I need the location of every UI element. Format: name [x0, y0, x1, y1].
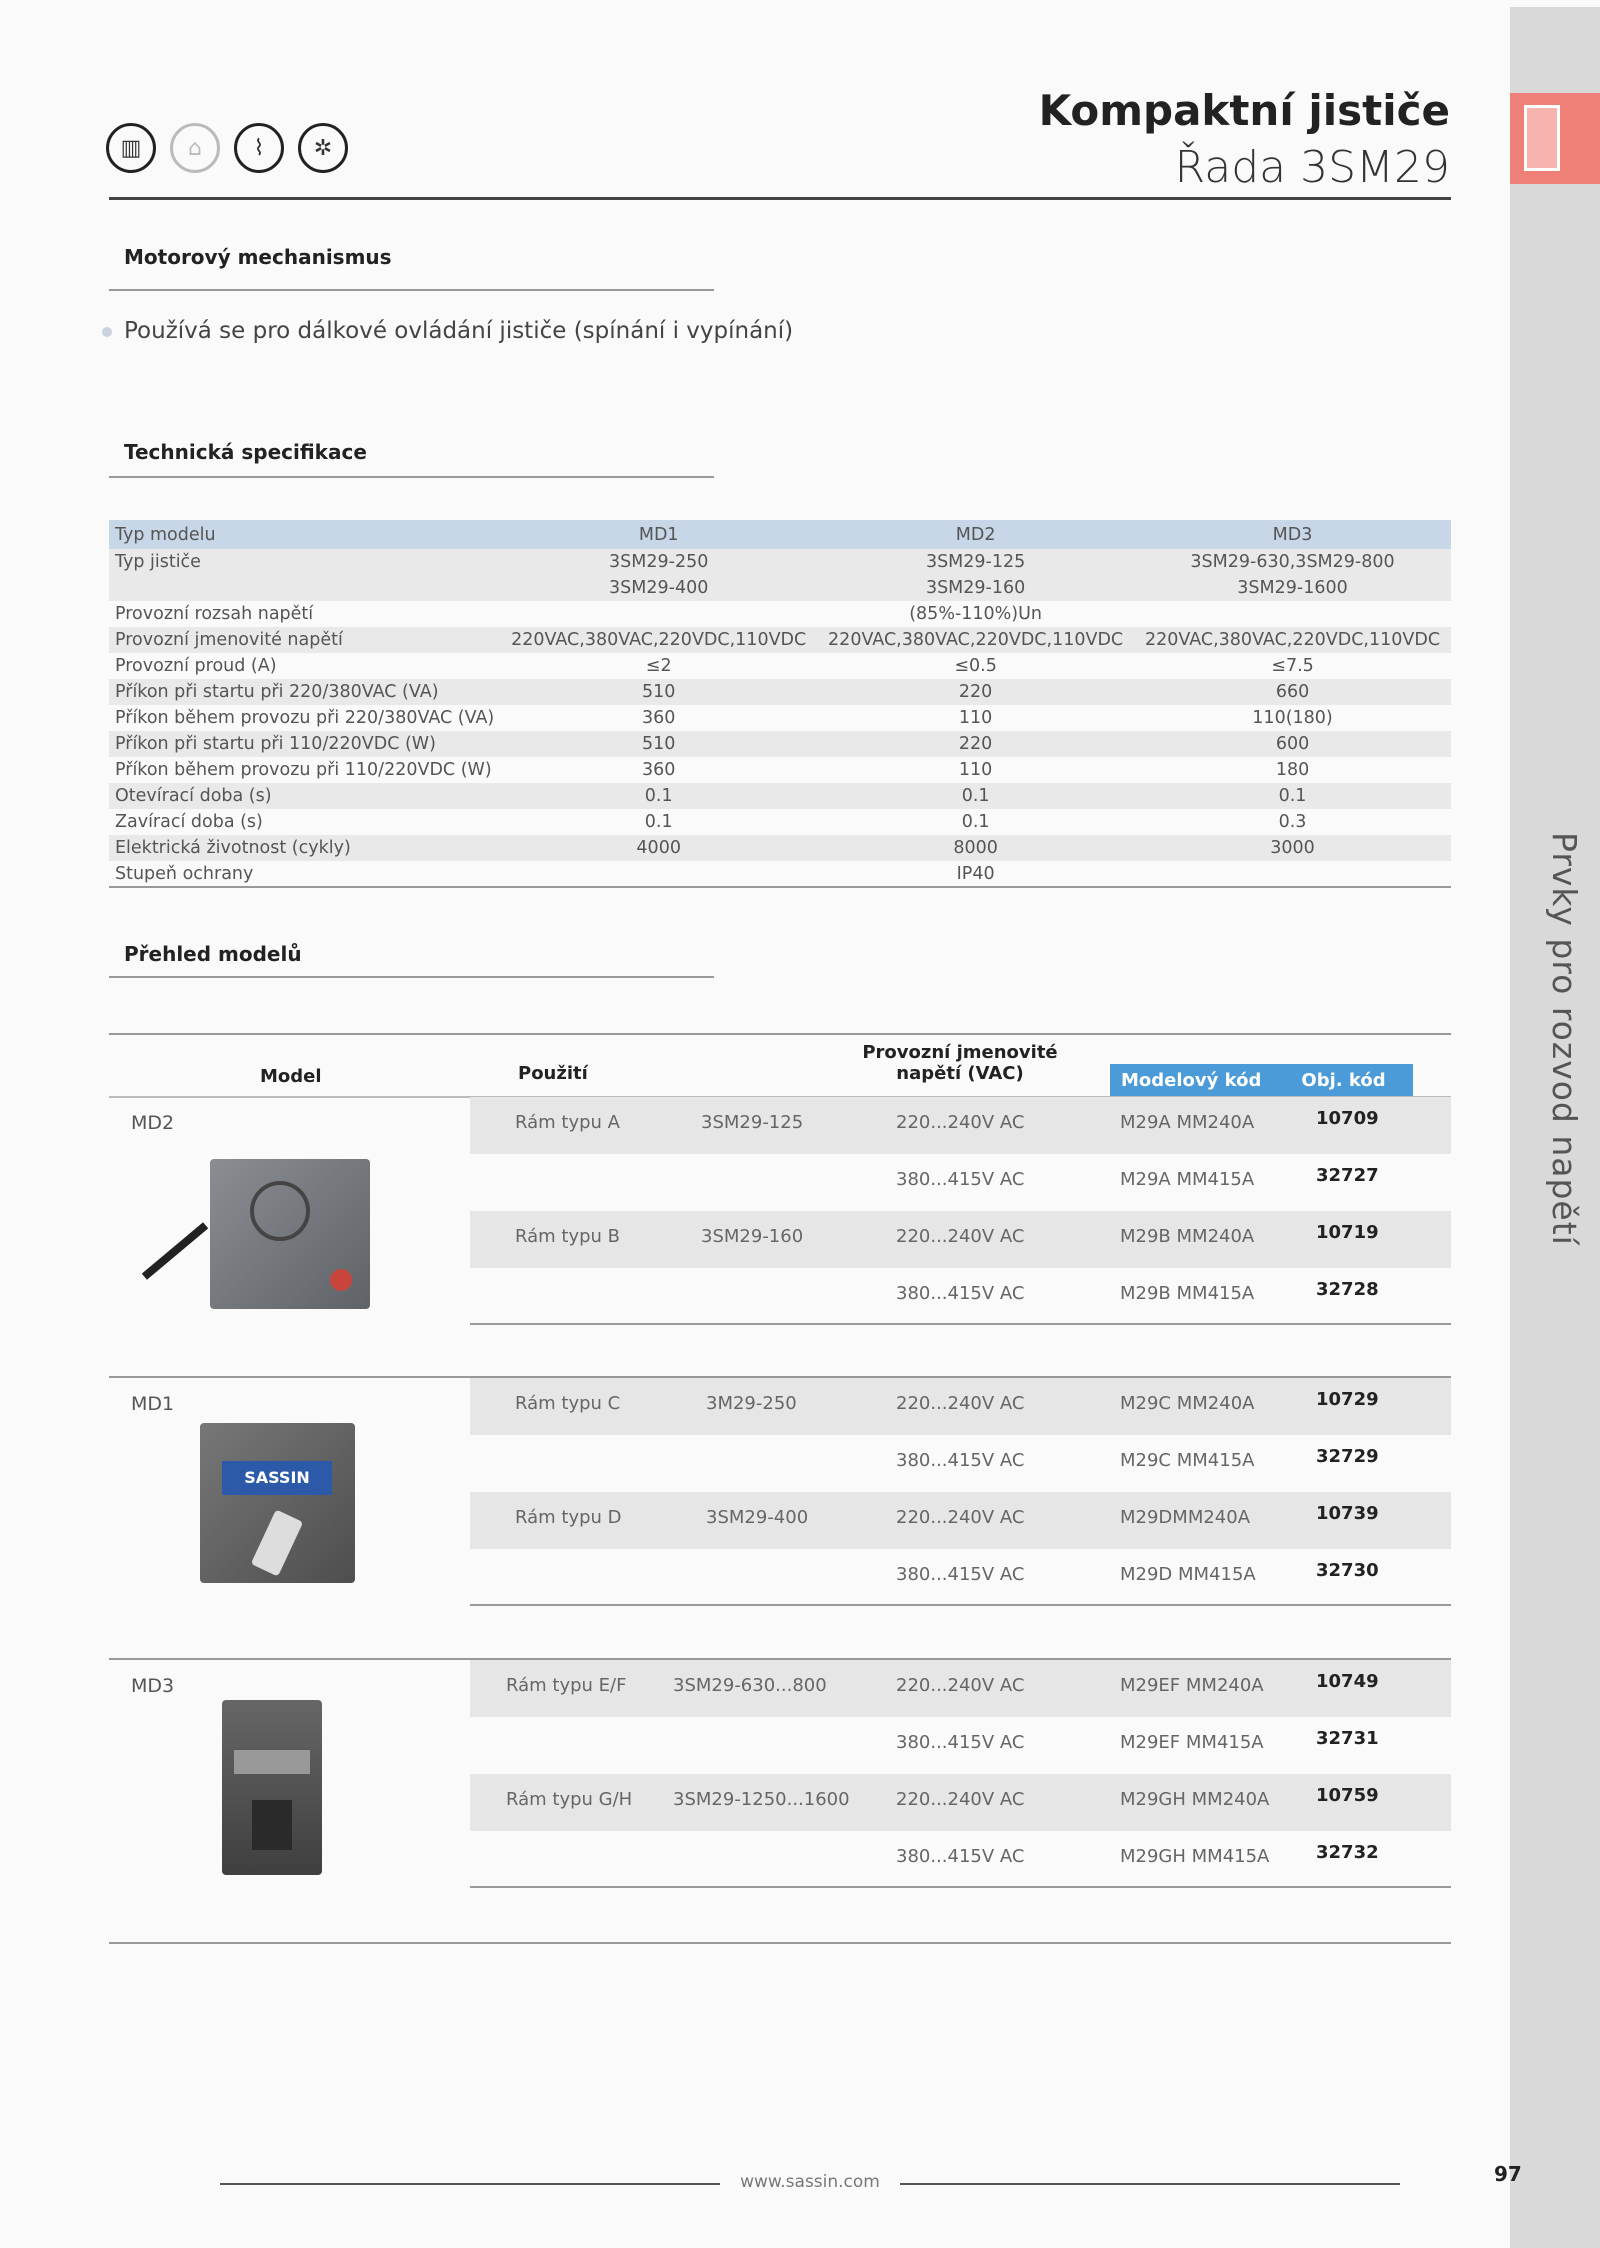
spec-value: 110: [958, 760, 993, 780]
model-row: [470, 1660, 1451, 1717]
voltage: 220...240V AC: [896, 1675, 1025, 1696]
spec-value: 3000: [1134, 835, 1451, 861]
spec-row: [109, 861, 1451, 887]
voltage: 380...415V AC: [896, 1732, 1025, 1753]
col-header-codes: [1110, 1064, 1413, 1096]
model-label: MD3: [131, 1675, 175, 1697]
voltage: 380...415V AC: [896, 1450, 1025, 1471]
col-header-voltage-line2: napětí (VAC): [896, 1063, 1024, 1084]
divider: [109, 476, 714, 478]
model-row: [470, 1774, 1451, 1831]
model-row: [470, 1435, 1451, 1492]
spec-value: 110(180): [1252, 708, 1333, 728]
section-heading-motor: Motorový mechanismus: [124, 245, 392, 269]
spec-row: [109, 575, 1451, 601]
model-row: [470, 1717, 1451, 1774]
frame-type: Rám typu C: [515, 1393, 621, 1414]
voltage: 380...415V AC: [896, 1169, 1025, 1190]
model-row: [470, 1154, 1451, 1211]
breaker-type: 3SM29-400: [706, 1507, 809, 1528]
breaker-type: 3M29-250: [706, 1393, 797, 1414]
spec-label: Příkon při startu při 110/220VDC (W): [109, 731, 500, 757]
spec-value: 0.1: [1134, 783, 1451, 809]
frame-type: Rám typu B: [515, 1226, 621, 1247]
house-icon: ⌂: [170, 123, 220, 173]
col-header-use: Použití: [518, 1063, 588, 1084]
spec-value: 3SM29-250: [500, 549, 817, 575]
voltage: 220...240V AC: [896, 1507, 1025, 1528]
model-row: [470, 1378, 1451, 1435]
bullet-text: Používá se pro dálkové ovládání jističe (spínání i vypínání): [124, 318, 794, 344]
spec-value: 3SM29-125: [817, 549, 1134, 575]
order-code: 32731: [1316, 1728, 1379, 1749]
section-heading-spec: Technická specifikace: [124, 440, 367, 464]
spec-value: 510: [500, 679, 817, 705]
voltage: 380...415V AC: [896, 1564, 1025, 1585]
col-header-voltage: [860, 1042, 1060, 1084]
spec-row: [109, 627, 1451, 653]
table-bottom-line: [109, 1942, 1451, 1944]
page-subtitle: Řada 3SM29: [1174, 142, 1450, 193]
spec-label: Provozní rozsah napětí: [115, 604, 314, 624]
spec-value: 0.1: [644, 812, 673, 832]
voltage: 380...415V AC: [896, 1846, 1025, 1867]
bullet-icon: [102, 327, 112, 337]
col-header-obj: Obj. kód: [1301, 1069, 1386, 1091]
voltage: 220...240V AC: [896, 1112, 1025, 1133]
model-row: [470, 1268, 1451, 1325]
model-code: M29GH MM240A: [1120, 1789, 1270, 1810]
spec-label: Příkon při startu při 220/380VAC (VA): [109, 679, 500, 705]
group-bottom-line: [470, 1323, 1451, 1325]
spec-value: 3SM29-630,3SM29-800: [1134, 549, 1451, 575]
spec-label: Zavírací doba (s): [115, 812, 263, 832]
spec-row: [109, 705, 1451, 731]
spec-header-cell: MD2: [817, 520, 1134, 549]
md1-product-image: [200, 1423, 355, 1583]
spec-label: Stupeň ochrany: [115, 863, 254, 884]
voltage: 220...240V AC: [896, 1789, 1025, 1810]
order-code: 32727: [1316, 1165, 1379, 1186]
spec-value: 360: [642, 708, 676, 728]
spec-row: [109, 757, 1451, 783]
spec-value: 3SM29-400: [500, 575, 817, 601]
order-code: 10759: [1316, 1785, 1379, 1806]
breaker-icon: [1524, 105, 1560, 171]
spec-value: (85%-110%)Un: [909, 604, 1043, 624]
page-title: Kompaktní jističe: [1038, 86, 1450, 135]
model-code: M29A MM415A: [1120, 1169, 1255, 1190]
spec-value: 600: [1134, 731, 1451, 757]
model-code: M29B MM240A: [1120, 1226, 1255, 1247]
model-row: [470, 1549, 1451, 1606]
frame-type: Rám typu A: [515, 1112, 620, 1133]
spec-value: ≤2: [645, 656, 672, 676]
table-top-line: [109, 1033, 1451, 1035]
spec-value: 0.1: [500, 783, 817, 809]
factory-icon: ⌇: [234, 123, 284, 173]
spec-value: 660: [1134, 679, 1451, 705]
voltage: 380...415V AC: [896, 1283, 1025, 1304]
spec-label: Typ jističe: [109, 549, 500, 575]
order-code: 32728: [1316, 1279, 1379, 1300]
spec-label: Provozní proud (A): [115, 656, 277, 676]
footer-url: www.sassin.com: [220, 2172, 1400, 2192]
order-code: 10719: [1316, 1222, 1379, 1243]
spec-label: Provozní jmenovité napětí: [109, 627, 500, 653]
model-code: M29EF MM240A: [1120, 1675, 1264, 1696]
model-label: MD1: [131, 1393, 175, 1415]
spec-label: Příkon během provozu při 220/380VAC (VA): [115, 708, 495, 728]
order-code: 10709: [1316, 1108, 1379, 1129]
spec-value: 0.3: [1278, 812, 1307, 832]
col-header-model: Model: [260, 1066, 322, 1087]
spec-label: Příkon během provozu při 110/220VDC (W): [115, 760, 492, 780]
model-code: M29B MM415A: [1120, 1283, 1255, 1304]
spec-row: [109, 601, 1451, 627]
spec-value: ≤0.5: [954, 656, 997, 676]
breaker-type: 3SM29-160: [701, 1226, 804, 1247]
voltage: 220...240V AC: [896, 1226, 1025, 1247]
model-code: M29D MM415A: [1120, 1564, 1256, 1585]
spec-value: 220: [817, 679, 1134, 705]
page-number: 97: [1494, 2162, 1522, 2186]
model-label: MD2: [131, 1112, 175, 1134]
frame-type: Rám typu D: [515, 1507, 622, 1528]
spec-value: 0.1: [817, 783, 1134, 809]
group-bottom-line: [470, 1886, 1451, 1888]
spec-value: 220: [817, 731, 1134, 757]
model-code: M29GH MM415A: [1120, 1846, 1270, 1867]
spec-header-row: [109, 520, 1451, 549]
divider: [109, 976, 714, 978]
spec-row: [109, 731, 1451, 757]
col-header-voltage-line1: Provozní jmenovité: [862, 1042, 1058, 1063]
spec-value: 220VAC,380VAC,220VDC,110VDC: [500, 627, 817, 653]
spec-value: 220VAC,380VAC,220VDC,110VDC: [1134, 627, 1451, 653]
order-code: 10749: [1316, 1671, 1379, 1692]
divider: [109, 289, 714, 291]
building-icon: ▥: [106, 123, 156, 173]
order-code: 10729: [1316, 1389, 1379, 1410]
spec-value: 360: [642, 760, 676, 780]
model-code: M29A MM240A: [1120, 1112, 1255, 1133]
frame-type: Rám typu G/H: [506, 1789, 633, 1810]
md3-product-image: [222, 1700, 322, 1875]
order-code: 10739: [1316, 1503, 1379, 1524]
col-header-code: Modelový kód: [1121, 1069, 1262, 1091]
spec-value: 220VAC,380VAC,220VDC,110VDC: [817, 627, 1134, 653]
group-bottom-line: [470, 1604, 1451, 1606]
spec-value: ≤7.5: [1271, 656, 1314, 676]
spec-value: 3SM29-160: [817, 575, 1134, 601]
chapter-tab: [1510, 93, 1600, 184]
spec-header-cell: MD3: [1134, 520, 1451, 549]
order-code: 32730: [1316, 1560, 1379, 1581]
model-row: [470, 1211, 1451, 1268]
md2-product-image: [210, 1159, 370, 1309]
model-row: [470, 1831, 1451, 1888]
spec-value: 4000: [500, 835, 817, 861]
spec-table: [109, 520, 1451, 888]
spec-value: 3SM29-1600: [1134, 575, 1451, 601]
spec-value: 510: [500, 731, 817, 757]
spec-value: 180: [1275, 760, 1310, 780]
model-row: [470, 1097, 1451, 1154]
spec-header-cell: MD1: [500, 520, 817, 549]
spec-row: [109, 835, 1451, 861]
application-icons: [106, 123, 348, 173]
spec-header-cell: Typ modelu: [109, 520, 500, 549]
spec-value: 0.1: [961, 812, 990, 832]
spec-row: [109, 809, 1451, 835]
spec-row: [109, 783, 1451, 809]
order-code: 32732: [1316, 1842, 1379, 1863]
spec-row: [109, 653, 1451, 679]
spec-label: Otevírací doba (s): [109, 783, 500, 809]
spec-value: 110: [958, 708, 993, 728]
spec-value: 8000: [817, 835, 1134, 861]
spec-row: [109, 549, 1451, 575]
bullet-item: [102, 318, 793, 344]
spec-label: Elektrická životnost (cykly): [109, 835, 500, 861]
chapter-label: Prvky pro rozvod napětí: [1545, 832, 1584, 1246]
voltage: 220...240V AC: [896, 1393, 1025, 1414]
section-heading-models: Přehled modelů: [124, 942, 302, 966]
spec-label: [109, 575, 500, 601]
frame-type: Rám typu E/F: [506, 1675, 627, 1696]
order-code: 32729: [1316, 1446, 1379, 1467]
brand-logo: SASSIN: [222, 1461, 332, 1495]
model-code: M29C MM240A: [1120, 1393, 1255, 1414]
breaker-type: 3SM29-630...800: [673, 1675, 827, 1696]
header-divider: [109, 197, 1451, 200]
model-code: M29C MM415A: [1120, 1450, 1255, 1471]
breaker-type: 3SM29-125: [701, 1112, 804, 1133]
spec-row: [109, 679, 1451, 705]
model-code: M29DMM240A: [1120, 1507, 1251, 1528]
model-code: M29EF MM415A: [1120, 1732, 1264, 1753]
model-row: [470, 1492, 1451, 1549]
person-icon: ✲: [298, 123, 348, 173]
md2-cable: [142, 1222, 208, 1280]
breaker-type: 3SM29-1250...1600: [673, 1789, 850, 1810]
spec-value: IP40: [956, 863, 995, 884]
